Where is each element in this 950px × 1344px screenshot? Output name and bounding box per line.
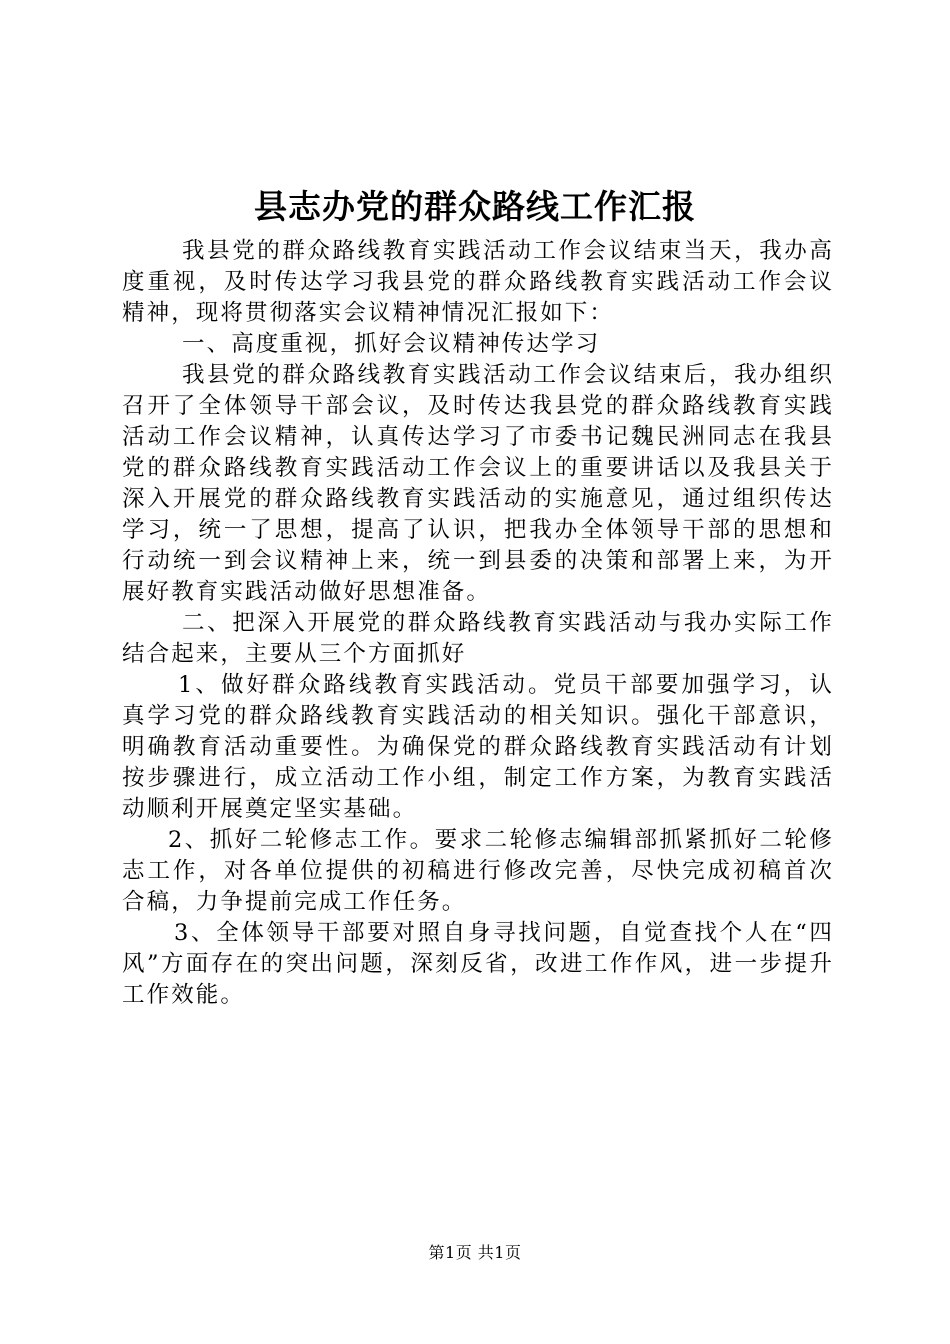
- document-body: [122, 236, 834, 1011]
- intro-paragraph: 我县党的群众路线教育实践活动工作会议结束当天，我办高度重视，及时传达学习我县党的群众路线教育实践活动工作会议精神，现将贯彻落实会议精神情况汇报如下：: [122, 238, 834, 326]
- list-item-2: 2、抓好二轮修志工作。要求二轮修志编辑部抓紧抓好二轮修志工作，对各单位提供的初稿进行修改完善，尽快完成初稿首次合稿，力争提前完成工作任务。: [122, 827, 834, 915]
- document-title: 县志办党的群众路线工作汇报: [254, 187, 696, 226]
- section-heading-1: 一、高度重视，抓好会议精神传达学习: [182, 331, 601, 357]
- list-item-3: 3、全体领导干部要对照自身寻找问题，自觉查找个人在“四风”方面存在的突出问题，深刻反省，改进工作作风，进一步提升工作效能。: [122, 920, 834, 1008]
- body-paragraph: 我县党的群众路线教育实践活动工作会议结束后，我办组织召开了全体领导干部会议，及时传达我县党的群众路线教育实践活动工作会议精神，认真传达学习了市委书记魏民洲同志在我县党的群众路线教育实践活动工作会议上的重要讲话以及我县关于深入开展党的群众路线教育实践活动的实施意见，通过组织传达学习，统一了思想，提高了认识，把我办全体领导干部的思想和行动统一到会议精神上来，统一到县委的决策和部署上来，为开展好教育实践活动做好思想准备。: [122, 362, 834, 605]
- page-number-footer: 第1页 共1页: [428, 1243, 522, 1262]
- section-heading-2: 二、把深入开展党的群众路线教育实践活动与我办实际工作结合起来，主要从三个方面抓好: [122, 610, 834, 667]
- list-item-1: 1、做好群众路线教育实践活动。党员干部要加强学习，认真学习党的群众路线教育实践活动的相关知识。强化干部意识，明确教育活动重要性。为确保党的群众路线教育实践活动有计划按步骤进行，成立活动工作小组，制定工作方案，为教育实践活动顺利开展奠定坚实基础。: [122, 672, 834, 822]
